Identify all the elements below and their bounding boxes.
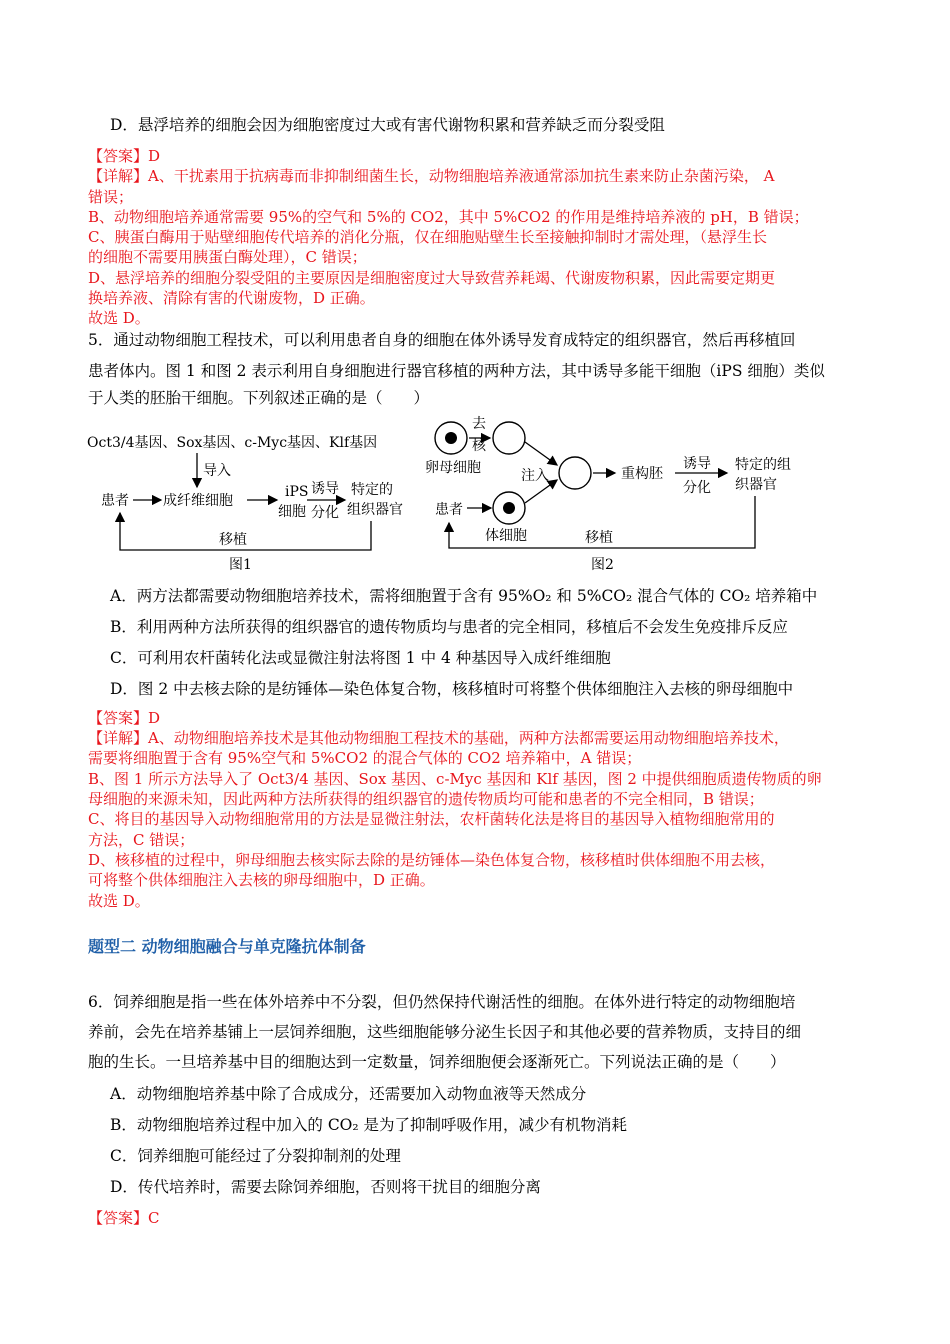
section-title: 题型二 动物细胞融合与单克隆抗体制备: [88, 937, 366, 956]
q5-stem-line: 5．通过动物细胞工程技术，可以利用患者自身的细胞在体外诱导发育成特定的组织器官，然后再移植回: [88, 331, 796, 349]
fig1-ips-label: 细胞: [278, 504, 306, 520]
q5-explain-line: C、将目的基因导入动物细胞常用的方法是显微注射法，农杆菌转化法是将目的基因导入植物细胞常用的: [88, 810, 775, 828]
fig1-organ-label: 组织器官: [347, 502, 403, 518]
q5-stem-line: 于人类的胚胎干细胞。下列叙述正确的是（ ）: [88, 389, 430, 407]
fig1-caption: 图1: [229, 557, 252, 573]
q6-stem-line: 6．饲养细胞是指一些在体外培养中不分裂，但仍然保持代谢活性的细胞。在体外进行特定的动物细胞培: [88, 993, 796, 1011]
q6-option-c: C．饲养细胞可能经过了分裂抑制剂的处理: [110, 1147, 401, 1165]
fig1-fibroblast-label: 成纤维细胞: [163, 493, 233, 509]
fig1-ips-label: iPS: [285, 484, 309, 500]
fig2-enucleate-label: 核: [472, 438, 486, 454]
fig2-inject-label: 注入: [521, 468, 549, 484]
q5-explain-line: 母细胞的来源未知，因此两种方法所获得的组织器官的遗传物质均可能和患者的不完全相同，B 错误；: [88, 790, 764, 808]
q6-option-b: B．动物细胞培养过程中加入的 CO₂ 是为了抑制呼吸作用，减少有机物消耗: [110, 1116, 628, 1134]
q5-option-b: B．利用两种方法所获得的组织器官的遗传物质均与患者的完全相同，移植后不会发生免疫排斥反应: [110, 618, 788, 636]
q4-option-d: D．悬浮培养的细胞会因为细胞密度过大或有害代谢物积累和营养缺乏而分裂受阻: [110, 116, 665, 134]
q4-explain-line: 的细胞不需要用胰蛋白酶处理），C 错误；: [88, 248, 367, 266]
q4-explain-line: D、悬浮培养的细胞分裂受阻的主要原因是细胞密度过大导致营养耗竭、代谢废物积累，因此需要定期更: [88, 269, 776, 287]
q4-explain-line: C、胰蛋白酶用于贴壁细胞传代培养的消化分瓶，仅在细胞贴壁生长至接触抑制时才需处理，（悬浮生长: [88, 228, 767, 246]
figure-2-diagram: [425, 410, 825, 575]
q5-option-c: C．可利用农杆菌转化法或显微注射法将图 1 中 4 种基因导入成纤维细胞: [110, 649, 611, 667]
fig2-enucleate-label: 去: [472, 416, 486, 432]
q5-explain-line: D、核移植的过程中，卵母细胞去核实际去除的是纺锤体—染色体复合物，核移植时供体细胞不用去核，: [88, 851, 776, 869]
fig2-organ-label: 织器官: [735, 477, 777, 493]
fig2-patient-label: 患者: [435, 502, 463, 518]
fig2-oocyte-label: 卵母细胞: [425, 460, 481, 476]
fig1-induce-label: 诱导: [311, 481, 339, 497]
fig1-differentiate-label: 分化: [311, 505, 339, 521]
fig2-induce-label: 诱导: [683, 456, 711, 472]
q4-explain-line: B、动物细胞培养通常需要 95%的空气和 5%的 CO2，其中 5%CO2 的作用是维持培养液的 pH，B 错误；: [88, 208, 809, 226]
q5-option-a: A．两方法都需要动物细胞培养技术，需将细胞置于含有 95%O₂ 和 5%CO₂ 混合气体的 CO₂ 培养箱中: [110, 587, 818, 605]
fig1-transplant-label: 移植: [219, 532, 247, 548]
fig2-organ-label: 特定的组: [735, 457, 791, 473]
q4-explain-line: 错误；: [88, 188, 134, 206]
enucleated-oocyte-icon: [493, 422, 525, 454]
q5-stem-line: 患者体内。图 1 和图 2 表示利用自身细胞进行器官移植的两种方法，其中诱导多能干细胞（iPS 细胞）类似: [88, 362, 825, 380]
q5-explain-line: 故选 D。: [88, 892, 150, 910]
q5-answer: 【答案】D: [88, 709, 161, 727]
q4-explain-line: 【详解】A、干扰素用于抗病毒而非抑制细菌生长，动物细胞培养液通常添加抗生素来防止杂菌污染， A: [88, 167, 775, 185]
figure-1-diagram: [85, 425, 425, 575]
fig2-transplant-label: 移植: [585, 530, 613, 546]
q6-answer: 【答案】C: [88, 1209, 160, 1227]
reconstructed-cell-icon: [559, 457, 591, 489]
q5-explain-line: 【详解】A、动物细胞培养技术是其他动物细胞工程技术的基础，两种方法都需要运用动物细胞培养技术，: [88, 729, 789, 747]
oocyte-nucleus-icon: [445, 432, 457, 444]
q6-option-d: D．传代培养时，需要去除饲养细胞，否则将干扰目的细胞分离: [110, 1178, 541, 1196]
fig2-caption: 图2: [591, 557, 614, 573]
fig2-differentiate-label: 分化: [683, 480, 711, 496]
q4-explain-line: 换培养液、清除有害的代谢废物，D 正确。: [88, 289, 375, 307]
q5-explain-line: 需要将细胞置于含有 95%空气和 5%CO2 的混合气体的 CO2 培养箱中，A 错误；: [88, 749, 642, 767]
q6-stem-line: 养前，会先在培养基铺上一层饲养细胞，这些细胞能够分泌生长因子和其他必要的营养物质，支持目的细: [88, 1023, 802, 1041]
q5-explain-line: 可将整个供体细胞注入去核的卵母细胞中，D 正确。: [88, 871, 435, 889]
q4-answer: 【答案】D: [88, 147, 161, 165]
q6-option-a: A．动物细胞培养基中除了合成成分，还需要加入动物血液等天然成分: [110, 1085, 587, 1103]
q6-stem-line: 胞的生长。一旦培养基中目的细胞达到一定数量，饲养细胞便会逐渐死亡。下列说法正确的是（ ）: [88, 1053, 786, 1071]
fig1-patient-label: 患者: [101, 493, 129, 509]
fig1-organ-label: 特定的: [351, 482, 393, 498]
q5-explain-line: B、图 1 所示方法导入了 Oct3/4 基因、Sox 基因、c-Myc 基因和 Klf 基因，图 2 中提供细胞质遗传物质的卵: [88, 770, 822, 788]
q5-option-d: D．图 2 中去核去除的是纺锤体—染色体复合物，核移植时可将整个供体细胞注入去核的卵母细胞中: [110, 680, 794, 698]
somatic-nucleus-icon: [503, 502, 515, 514]
q5-explain-line: 方法，C 错误；: [88, 831, 195, 849]
fig1-import-label: 导入: [203, 463, 231, 479]
fig1-genes-label: Oct3/4基因、Sox基因、c-Myc基因、Klf基因: [87, 435, 378, 451]
fig2-somatic-label: 体细胞: [485, 528, 527, 544]
q4-explain-line: 故选 D。: [88, 309, 150, 327]
fig2-embryo-label: 重构胚: [621, 466, 663, 482]
